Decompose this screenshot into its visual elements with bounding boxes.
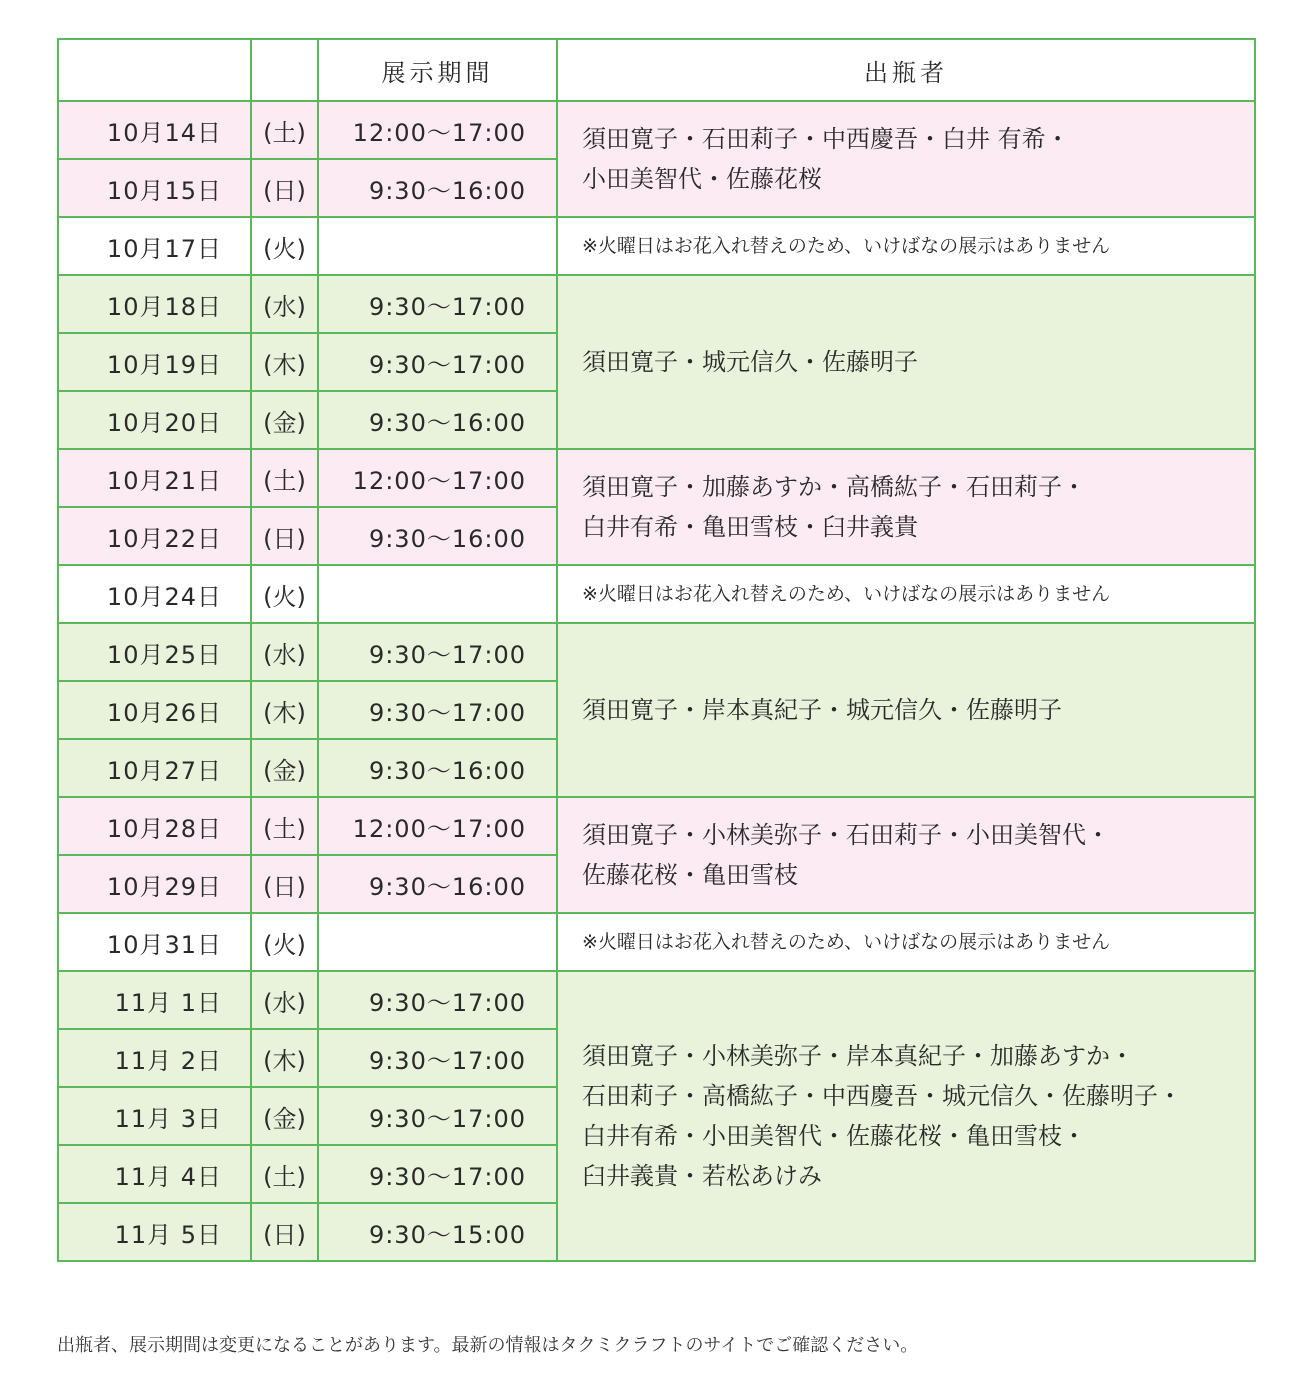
time-cell — [318, 217, 557, 275]
time-cell — [318, 565, 557, 623]
date-cell: 10月18日 — [58, 275, 251, 333]
time-cell: 9:30〜17:00 — [318, 275, 557, 333]
date-cell: 10月21日 — [58, 449, 251, 507]
weekday-cell: (木) — [251, 333, 318, 391]
table-row — [58, 275, 1255, 333]
exhibitors-cell: 須田寛子・石田莉子・中西慶吾・白井 有希・ 小田美智代・佐藤花桜 — [557, 101, 1255, 217]
time-cell: 9:30〜17:00 — [318, 681, 557, 739]
time-cell: 9:30〜17:00 — [318, 1087, 557, 1145]
weekday-cell: (火) — [251, 913, 318, 971]
exhibitors-cell: 須田寛子・岸本真紀子・城元信久・佐藤明子 — [557, 623, 1255, 797]
exhibitors-cell: 須田寛子・小林美弥子・石田莉子・小田美智代・ 佐藤花桜・亀田雪枝 — [557, 797, 1255, 913]
time-cell: 12:00〜17:00 — [318, 101, 557, 159]
time-cell: 9:30〜16:00 — [318, 507, 557, 565]
schedule-body — [58, 101, 1255, 1261]
time-cell: 9:30〜17:00 — [318, 623, 557, 681]
exhibitors-cell: 須田寛子・加藤あすか・高橋紘子・石田莉子・ 白井有希・亀田雪枝・臼井義貴 — [557, 449, 1255, 565]
time-cell: 9:30〜17:00 — [318, 1145, 557, 1203]
closed-note: ※火曜日はお花入れ替えのため、いけばなの展示はありません — [557, 565, 1255, 623]
weekday-cell: (土) — [251, 101, 318, 159]
time-cell: 9:30〜16:00 — [318, 855, 557, 913]
date-cell: 10月14日 — [58, 101, 251, 159]
table-row — [58, 797, 1255, 855]
date-cell: 10月26日 — [58, 681, 251, 739]
weekday-cell: (土) — [251, 797, 318, 855]
weekday-cell: (水) — [251, 623, 318, 681]
weekday-cell: (日) — [251, 855, 318, 913]
weekday-cell: (金) — [251, 739, 318, 797]
date-cell: 11月 1日 — [58, 971, 251, 1029]
header-exhibitors: 出瓶者 — [557, 39, 1255, 101]
weekday-cell: (水) — [251, 971, 318, 1029]
header-period: 展示期間 — [318, 39, 557, 101]
header-date — [58, 39, 251, 101]
table-row — [58, 217, 1255, 275]
time-cell: 9:30〜16:00 — [318, 159, 557, 217]
footer-note: 出瓶者、展示期間は変更になることがあります。最新の情報はタクミクラフトのサイトでご確認ください。 — [57, 1335, 919, 1356]
weekday-cell: (金) — [251, 391, 318, 449]
date-cell: 10月24日 — [58, 565, 251, 623]
closed-note: ※火曜日はお花入れ替えのため、いけばなの展示はありません — [557, 217, 1255, 275]
weekday-cell: (金) — [251, 1087, 318, 1145]
time-cell: 9:30〜17:00 — [318, 971, 557, 1029]
weekday-cell: (木) — [251, 1029, 318, 1087]
date-cell: 10月29日 — [58, 855, 251, 913]
date-cell: 10月28日 — [58, 797, 251, 855]
weekday-cell: (木) — [251, 681, 318, 739]
date-cell: 10月20日 — [58, 391, 251, 449]
date-cell: 10月19日 — [58, 333, 251, 391]
time-cell: 12:00〜17:00 — [318, 449, 557, 507]
weekday-cell: (日) — [251, 507, 318, 565]
header-dow — [251, 39, 318, 101]
weekday-cell: (土) — [251, 449, 318, 507]
time-cell: 12:00〜17:00 — [318, 797, 557, 855]
weekday-cell: (土) — [251, 1145, 318, 1203]
date-cell: 10月22日 — [58, 507, 251, 565]
date-cell: 11月 4日 — [58, 1145, 251, 1203]
weekday-cell: (日) — [251, 1203, 318, 1261]
table-row — [58, 449, 1255, 507]
time-cell: 9:30〜17:00 — [318, 333, 557, 391]
time-cell: 9:30〜17:00 — [318, 1029, 557, 1087]
weekday-cell: (火) — [251, 565, 318, 623]
table-row — [58, 623, 1255, 681]
date-cell: 10月17日 — [58, 217, 251, 275]
weekday-cell: (火) — [251, 217, 318, 275]
time-cell: 9:30〜16:00 — [318, 391, 557, 449]
table-row — [58, 971, 1255, 1029]
date-cell: 10月31日 — [58, 913, 251, 971]
exhibitors-cell: 須田寛子・小林美弥子・岸本真紀子・加藤あすか・ 石田莉子・高橋紘子・中西慶吾・城元信久・佐藤明子・ 白井有希・小田美智代・佐藤花桜・亀田雪枝・ 臼井義貴・若松あけみ — [557, 971, 1255, 1261]
date-cell: 11月 2日 — [58, 1029, 251, 1087]
time-cell — [318, 913, 557, 971]
weekday-cell: (日) — [251, 159, 318, 217]
time-cell: 9:30〜16:00 — [318, 739, 557, 797]
table-header-row — [58, 39, 1255, 101]
table-row — [58, 913, 1255, 971]
exhibitors-cell: 須田寛子・城元信久・佐藤明子 — [557, 275, 1255, 449]
date-cell: 11月 3日 — [58, 1087, 251, 1145]
date-cell: 10月25日 — [58, 623, 251, 681]
exhibition-schedule-table — [57, 38, 1256, 1262]
date-cell: 10月15日 — [58, 159, 251, 217]
time-cell: 9:30〜15:00 — [318, 1203, 557, 1261]
date-cell: 11月 5日 — [58, 1203, 251, 1261]
date-cell: 10月27日 — [58, 739, 251, 797]
table-row — [58, 565, 1255, 623]
closed-note: ※火曜日はお花入れ替えのため、いけばなの展示はありません — [557, 913, 1255, 971]
table-row — [58, 101, 1255, 159]
weekday-cell: (水) — [251, 275, 318, 333]
